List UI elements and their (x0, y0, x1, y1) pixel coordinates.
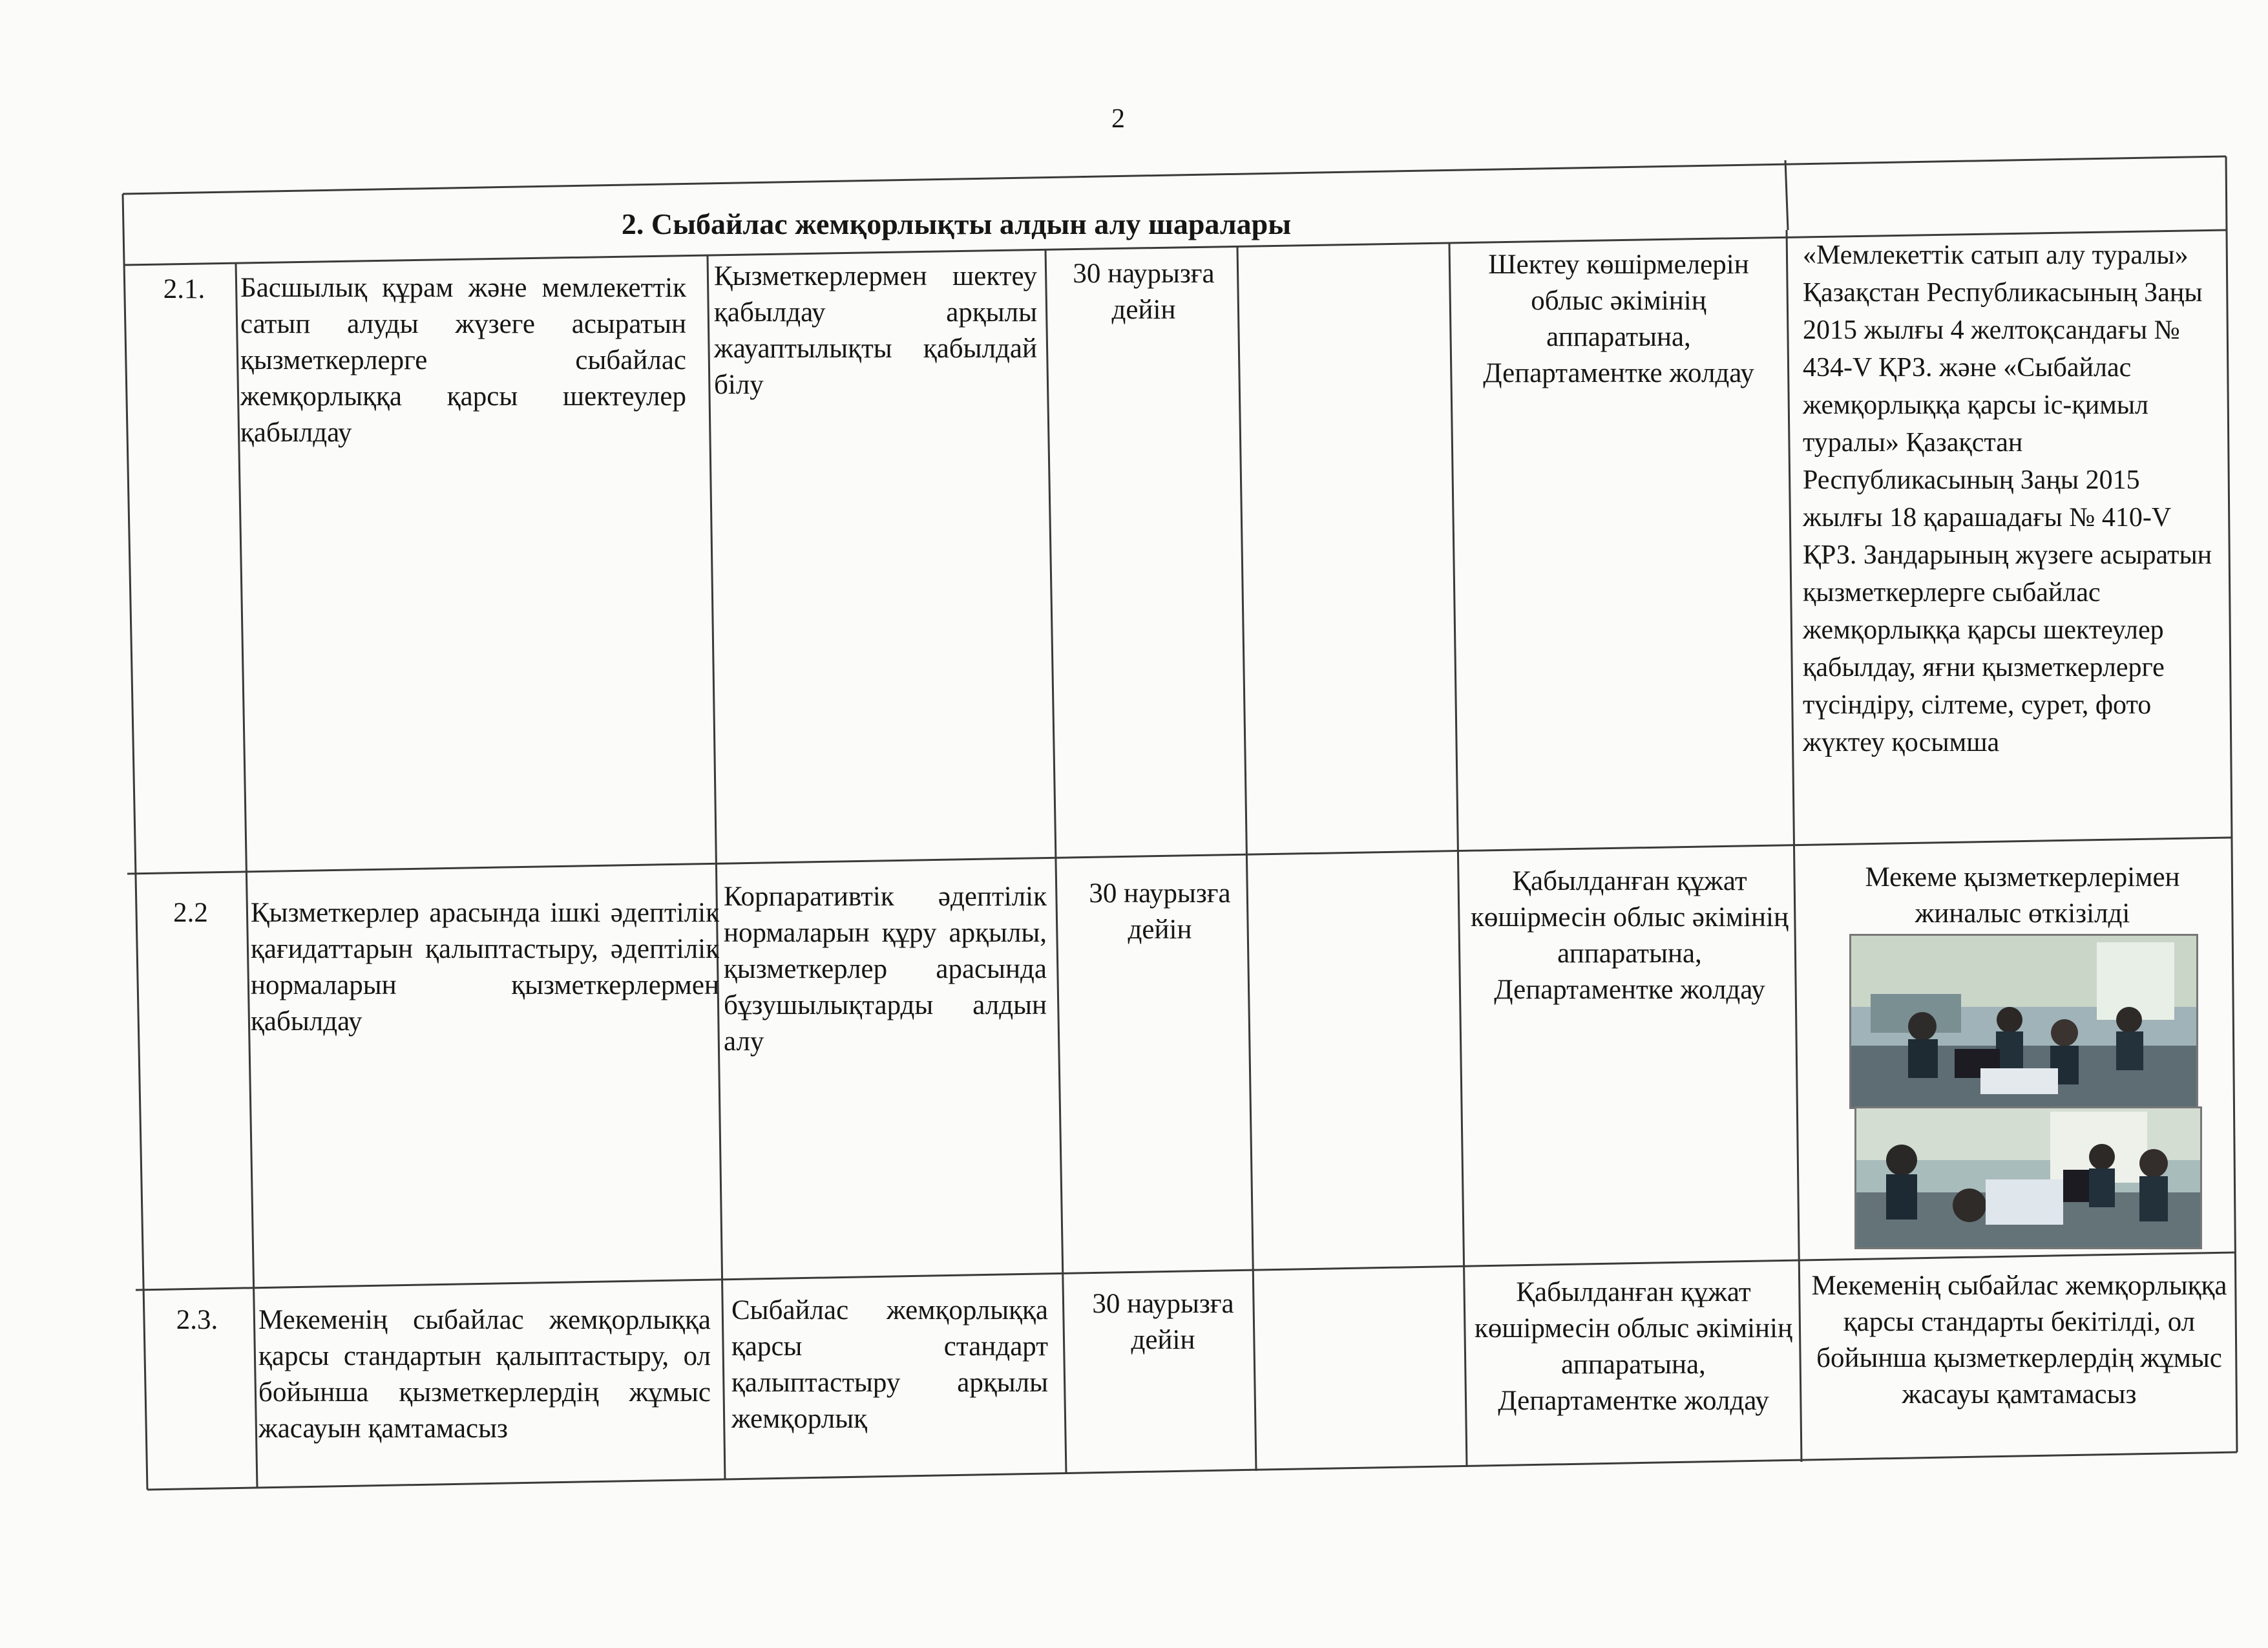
meeting-photo (1854, 1106, 2202, 1249)
row-2-3-number: 2.3. (176, 1305, 218, 1335)
row-2-1-method: Қызметкерлермен шектеу қабылдау арқылы жауаптылықты қабылдай білу (714, 261, 1037, 400)
row-2-2-completion-form: Қабылданған құжат көшірмесін облыс әкімінің аппаратына, Департаментке жолдау (1470, 866, 1789, 1005)
row-2-3-method: Сыбайлас жемқорлыққа қарсы стандарт қалыптастыру арқылы жемқорлық (731, 1295, 1048, 1434)
row-2-2-number: 2.2 (173, 898, 208, 928)
row-2-3-measure: Мекеменің сыбайлас жемқорлыққа қарсы стандартын қалыптастыру, ол бойынша қызметкерлердің жұмыс жасауын қамтамасыз (258, 1305, 711, 1444)
row-2-3-deadline: 30 наурызға дейін (1092, 1289, 1234, 1355)
meeting-photo (1849, 934, 2198, 1109)
row-2-3-completion-form: Қабылданған құжат көшірмесін облыс әкімінің аппаратына, Департаментке жолдау (1474, 1277, 1792, 1416)
row-2-2-measure: Қызметкерлер арасында ішкі әдептілік қағидаттарын қалыптастыру, әдептілік нормаларын қызметкерлермен қабылдау (251, 898, 719, 1037)
section-title: 2. Сыбайлас жемқорлықты алдын алу шаралары (621, 207, 1292, 240)
row-2-2-result: Мекеме қызметкерлерімен жиналыс өткізілді (1865, 862, 2180, 929)
row-2-1-completion-form: Шектеу көшірмелерін облыс әкімінің аппаратына, Департаментке жолдау (1483, 249, 1754, 388)
row-2-1-result: «Мемлекеттік сатып алу туралы» Қазақстан Республикасының Заңы 2015 жылғы 4 желтоқсандағы № 434-V ҚРЗ. және «Сыбайлас жемқорлыққа қарсы іс-қимыл туралы» Қазақстан Республикасының Заңы 2015 жылғы 18 қарашадағы № 410-V ҚРЗ. Зандарының жүзеге асыратын қызметкерлерге сыбайлас жемқорлыққа қарсы шектеулер қабылдау, яғни қызметкерлерге түсіндіру, сілтеме, сурет, фото жүктеу қосымша (1803, 240, 2212, 757)
page-number: 2 (1111, 104, 1125, 134)
row-2-2-method: Корпаративтік әдептілік нормаларын құру арқылы, қызметкерлер арасында бұзушылықтарды алдын алу (724, 882, 1047, 1057)
row-2-1-number: 2.1. (163, 274, 205, 304)
row-2-1-deadline: 30 наурызға дейін (1073, 259, 1215, 325)
row-2-1-measure: Басшылық құрам және мемлекеттік сатып алуды жүзеге асыратын қызметкерлерге сыбайлас жемқорлыққа қарсы шектеулер қабылдау (240, 273, 686, 448)
row-2-3-result: Мекеменің сыбайлас жемқорлыққа қарсы стандарты бекітілді, ол бойынша қызметкерлердің жұмыс жасауы қамтамасыз (1811, 1271, 2227, 1410)
row-2-2-deadline: 30 наурызға дейін (1089, 878, 1231, 945)
